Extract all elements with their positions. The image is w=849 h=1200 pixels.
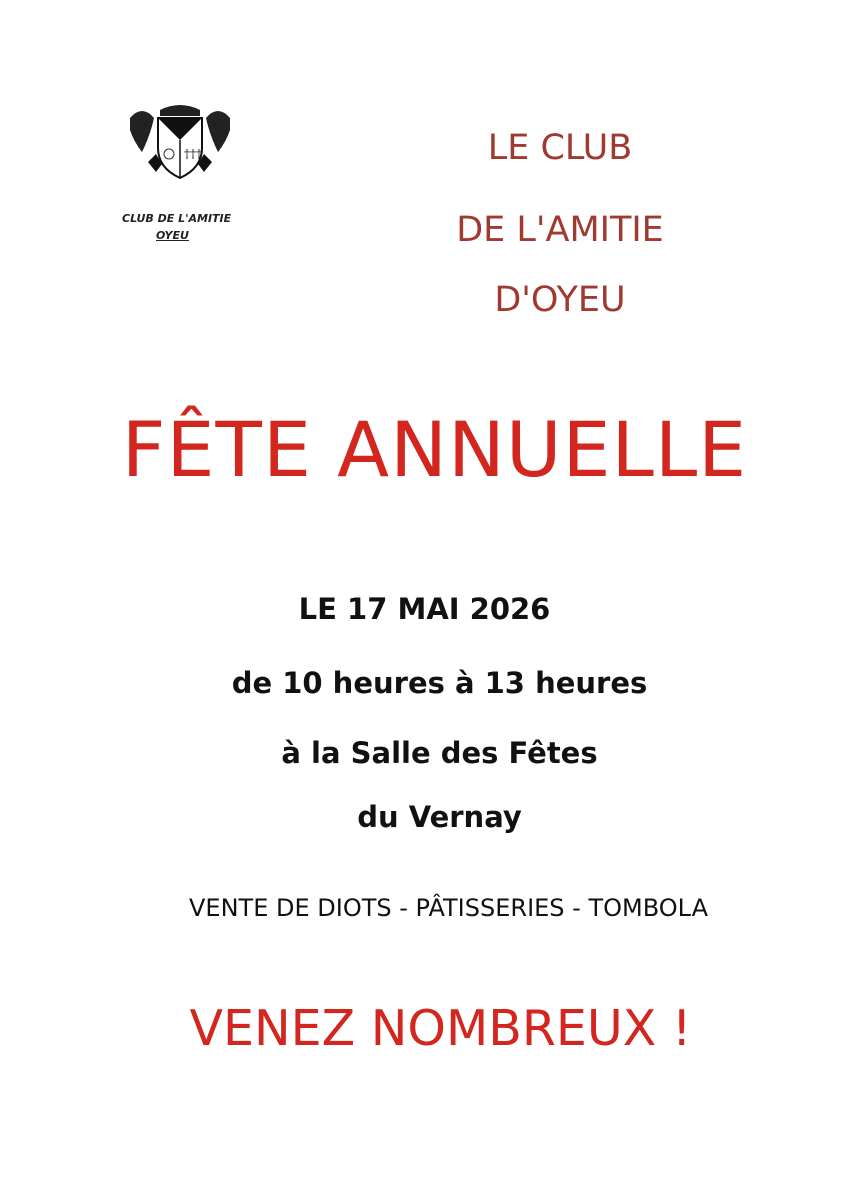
club-crest-logo bbox=[120, 96, 240, 188]
event-venue: à la Salle des Fêtes bbox=[281, 736, 598, 770]
logo-caption: CLUB DE L'AMITIE bbox=[122, 212, 232, 225]
event-venue-place: du Vernay bbox=[357, 800, 522, 834]
club-title-line-2: DE L'AMITIE bbox=[456, 210, 664, 250]
logo-caption-town: OYEU bbox=[156, 229, 189, 242]
event-hours: de 10 heures à 13 heures bbox=[231, 666, 648, 700]
event-date: LE 17 MAI 2026 bbox=[298, 592, 551, 626]
activities-line: VENTE DE DIOTS - PÂTISSERIES - TOMBOLA bbox=[189, 894, 708, 922]
svg-text:†††: ††† bbox=[184, 147, 202, 161]
call-to-action: VENEZ NOMBREUX ! bbox=[189, 1000, 692, 1057]
event-title: FÊTE ANNUELLE bbox=[121, 405, 748, 494]
club-title-line-3: D'OYEU bbox=[494, 280, 626, 320]
club-title-line-1: LE CLUB bbox=[487, 128, 633, 168]
